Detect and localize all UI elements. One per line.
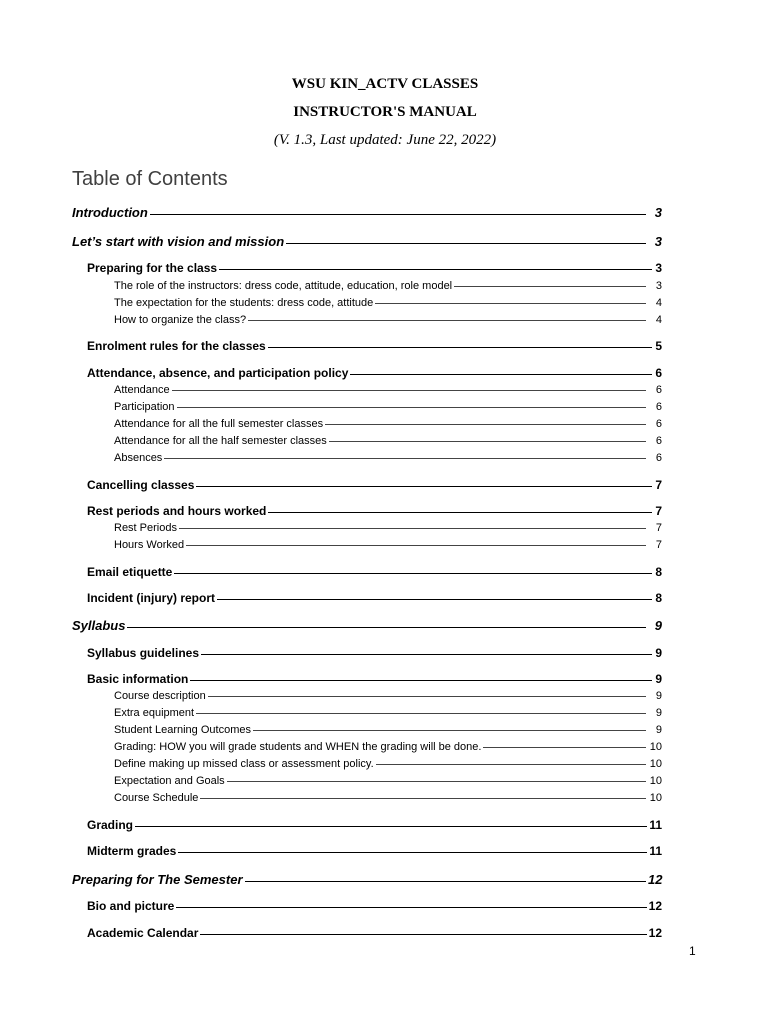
toc-label: Preparing for the class — [87, 261, 218, 275]
toc-page: 10 — [649, 775, 662, 787]
toc-label: Attendance for all the half semester classes — [114, 435, 327, 447]
toc-label: Extra equipment — [114, 707, 195, 719]
toc-label: Syllabus guidelines — [87, 646, 200, 660]
toc-label: How to organize the class? — [114, 314, 247, 326]
toc-leader — [268, 347, 652, 348]
toc-leader — [172, 390, 646, 391]
toc-page: 10 — [649, 792, 662, 804]
toc-page: 3 — [654, 234, 662, 249]
document-title: WSU KIN_ACTV CLASSES — [291, 76, 479, 92]
toc-leader — [375, 303, 646, 304]
toc-leader — [483, 747, 646, 748]
toc-leader — [268, 512, 652, 513]
toc-entry[interactable] — [87, 565, 662, 579]
toc-leader — [200, 798, 646, 799]
toc-leader — [350, 374, 652, 375]
toc-page: 6 — [655, 384, 662, 396]
document-subtitle: INSTRUCTOR'S MANUAL — [293, 104, 477, 120]
toc-leader — [164, 458, 646, 459]
toc-entry[interactable] — [114, 690, 662, 702]
toc-label: Attendance — [114, 384, 170, 396]
toc-leader — [376, 764, 646, 765]
version-note: (V. 1.3, Last updated: June 22, 2022) — [273, 132, 497, 148]
toc-label: Expectation and Goals — [114, 775, 225, 787]
toc-page: 9 — [655, 690, 662, 702]
toc-entry[interactable] — [114, 418, 662, 430]
toc-leader — [201, 654, 652, 655]
toc-label: Introduction — [72, 205, 148, 220]
toc-label: Rest periods and hours worked — [87, 504, 267, 518]
toc-entry[interactable] — [114, 314, 662, 326]
toc-page: 7 — [655, 478, 662, 492]
toc-entry[interactable] — [114, 775, 662, 787]
toc-leader — [177, 407, 646, 408]
toc-page: 5 — [655, 339, 662, 353]
toc-page: 6 — [655, 452, 662, 464]
toc-entry[interactable] — [72, 234, 662, 249]
toc-page: 3 — [655, 280, 662, 292]
toc-label: The expectation for the students: dress code, attitude — [114, 297, 374, 309]
toc-entry[interactable] — [114, 435, 662, 447]
toc-label: Academic Calendar — [87, 926, 199, 940]
toc-page: 10 — [649, 758, 662, 770]
toc-leader — [127, 627, 646, 628]
toc-label: Attendance for all the full semester classes — [114, 418, 324, 430]
toc-label: Basic information — [87, 672, 189, 686]
toc-entry[interactable] — [87, 504, 662, 518]
toc-entry[interactable] — [87, 672, 662, 686]
toc-page: 9 — [655, 724, 662, 736]
toc-leader — [286, 243, 646, 244]
toc-page: 3 — [654, 205, 662, 220]
toc-page: 6 — [655, 366, 662, 380]
toc-entry[interactable] — [114, 707, 662, 719]
toc-leader — [200, 934, 646, 935]
toc-entry[interactable] — [114, 452, 662, 464]
toc-page: 7 — [655, 504, 662, 518]
toc-label: Enrolment rules for the classes — [87, 339, 266, 353]
toc-label: Participation — [114, 401, 175, 413]
toc-page: 11 — [649, 844, 662, 858]
toc-entry[interactable] — [114, 741, 662, 753]
toc-label: Student Learning Outcomes — [114, 724, 251, 736]
toc-label: Cancelling classes — [87, 478, 195, 492]
toc-entry[interactable] — [87, 591, 662, 605]
toc-label: Grading: HOW you will grade students and WHEN the grading will be done. — [114, 741, 482, 753]
toc-label: Attendance, absence, and participation policy — [87, 366, 349, 380]
toc-leader — [227, 781, 646, 782]
toc-leader — [245, 881, 647, 882]
toc-leader — [178, 852, 647, 853]
toc-page: 7 — [655, 522, 662, 534]
toc-leader — [150, 214, 646, 215]
toc-entry[interactable] — [72, 618, 662, 633]
toc-label: Course Schedule — [114, 792, 199, 804]
toc-leader — [179, 528, 646, 529]
toc-entry[interactable] — [114, 280, 662, 292]
toc-label: Course description — [114, 690, 206, 702]
toc-leader — [135, 826, 647, 827]
toc-leader — [196, 486, 652, 487]
toc-entry[interactable] — [87, 478, 662, 492]
toc-label: Grading — [87, 818, 134, 832]
toc-entry[interactable] — [87, 899, 662, 913]
toc-page: 12 — [648, 926, 662, 940]
toc-label: Rest Periods — [114, 522, 177, 534]
toc-leader — [196, 713, 646, 714]
toc-entry[interactable] — [114, 724, 662, 736]
toc-leader — [253, 730, 646, 731]
toc-page: 4 — [655, 314, 662, 326]
toc-label: The role of the instructors: dress code, attitude, education, role model — [114, 280, 453, 292]
toc-label: Hours Worked — [114, 539, 185, 551]
toc-page: 11 — [649, 818, 662, 832]
toc-label: Incident (injury) report — [87, 591, 216, 605]
toc-entry[interactable] — [114, 401, 662, 413]
toc-entry[interactable] — [87, 926, 662, 940]
toc-page: 9 — [655, 672, 662, 686]
toc-label: Bio and picture — [87, 899, 175, 913]
toc-leader — [248, 320, 646, 321]
toc-leader — [219, 269, 652, 270]
toc-leader — [454, 286, 646, 287]
toc-leader — [176, 907, 646, 908]
toc-page: 7 — [655, 539, 662, 551]
toc-entry[interactable] — [87, 844, 662, 858]
toc-page: 6 — [655, 418, 662, 430]
toc-entry[interactable] — [72, 872, 662, 887]
toc-entry[interactable] — [87, 818, 662, 832]
toc-label: Let’s start with vision and mission — [72, 234, 285, 249]
page-number: 1 — [689, 944, 696, 958]
toc-entry[interactable] — [114, 297, 662, 309]
toc-heading: Table of Contents — [72, 168, 228, 190]
toc-entry[interactable] — [72, 205, 662, 220]
toc-label: Syllabus — [72, 618, 126, 633]
toc-page: 6 — [655, 435, 662, 447]
toc-page: 10 — [649, 741, 662, 753]
toc-label: Define making up missed class or assessment policy. — [114, 758, 374, 770]
toc-entry[interactable] — [114, 539, 662, 551]
toc-entry[interactable] — [114, 384, 662, 396]
toc-leader — [186, 545, 646, 546]
toc-page: 12 — [648, 872, 663, 887]
toc-entry[interactable] — [87, 646, 662, 660]
toc-leader — [208, 696, 646, 697]
toc-entry[interactable] — [114, 792, 662, 804]
toc-entry[interactable] — [87, 261, 662, 275]
toc-label: Absences — [114, 452, 163, 464]
toc-page: 9 — [655, 646, 662, 660]
toc-page: 4 — [655, 297, 662, 309]
toc-label: Email etiquette — [87, 565, 173, 579]
toc-page: 8 — [655, 565, 662, 579]
toc-label: Midterm grades — [87, 844, 177, 858]
toc-entry[interactable] — [87, 366, 662, 380]
toc-leader — [190, 680, 652, 681]
toc-label: Preparing for The Semester — [72, 872, 243, 887]
toc-page: 8 — [655, 591, 662, 605]
toc-page: 6 — [655, 401, 662, 413]
toc-entry[interactable] — [114, 522, 662, 534]
toc-entry[interactable] — [114, 758, 662, 770]
toc-entry[interactable] — [87, 339, 662, 353]
toc-leader — [329, 441, 646, 442]
toc-page: 9 — [655, 707, 662, 719]
toc-leader — [217, 599, 652, 600]
toc-page: 3 — [655, 261, 662, 275]
toc-leader — [174, 573, 652, 574]
toc-leader — [325, 424, 646, 425]
toc-page: 9 — [654, 618, 662, 633]
toc-page: 12 — [648, 899, 662, 913]
